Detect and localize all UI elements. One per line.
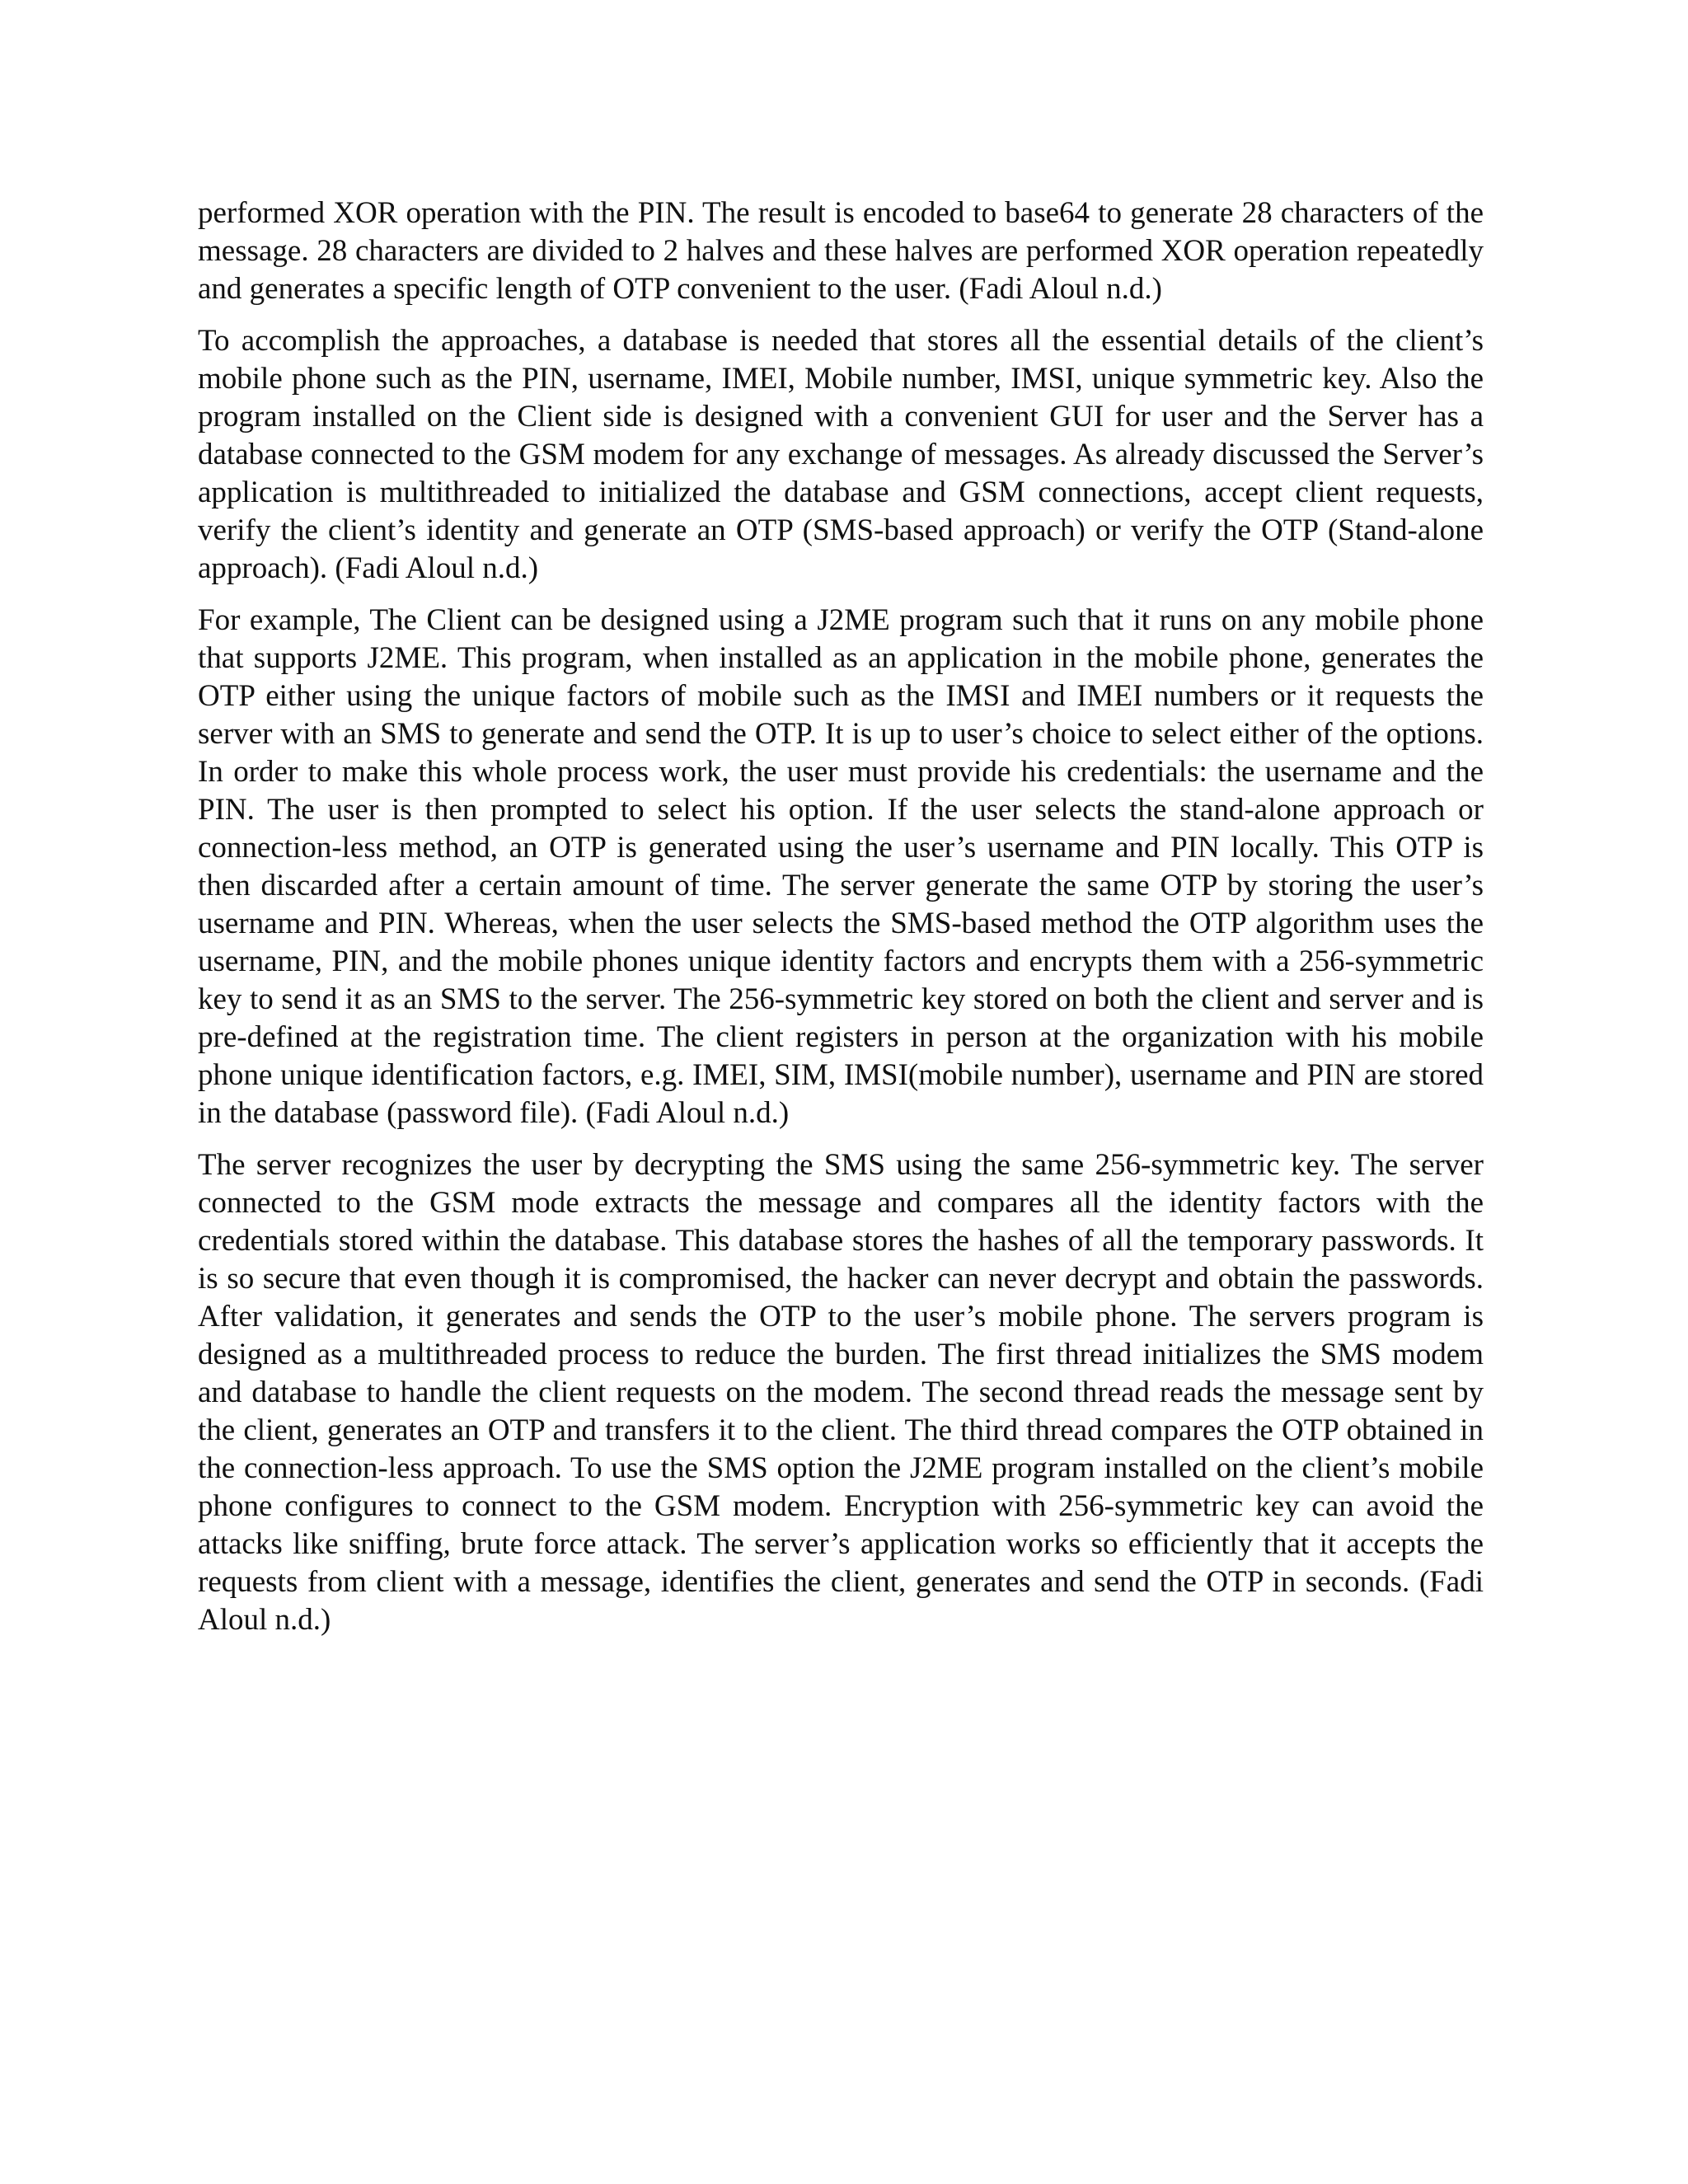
paragraph-server-recognition: The server recognizes the user by decrypting the SMS using the same 256-symmetric key. The server connected to the GSM mode extracts the message and compares all the identity factors with the credentials stored within the database. This database stores the hashes of all the temporary passwords. It is so secure that even though it is compromised, the hacker can never decrypt and obtain the passwords. After validation, it generates and sends the OTP to the user’s mobile phone. The servers program is designed as a multithreaded process to reduce the burden. The first thread initializes the SMS modem and database to handle the client requests on the modem. The second thread reads the message sent by the client, generates an OTP and transfers it to the client. The third thread compares the OTP obtained in the connection-less approach. To use the SMS option the J2ME program installed on the client’s mobile phone configures to connect to the GSM modem. Encryption with 256-symmetric key can avoid the attacks like sniffing, brute force attack. The server’s application works so efficiently that it accepts the requests from client with a message, identifies the client, generates and send the OTP in seconds. (Fadi Aloul n.d.) bbox=[198, 1148, 1484, 1637]
paragraph-xor-encoding: performed XOR operation with the PIN. The result is encoded to base64 to generate 28 characters of the message. 28 characters are divided to 2 halves and these halves are performed XOR operation repeatedly and generates a specific length of OTP convenient to the user. (Fadi Aloul n.d.) bbox=[198, 196, 1484, 306]
paragraph-database-approach: To accomplish the approaches, a database is needed that stores all the essential details of the client’s mobile phone such as the PIN, username, IMEI, Mobile number, IMSI, unique symmetric key. Also the program installed on the Client side is designed with a convenient GUI for user and the Server has a database connected to the GSM modem for any exchange of messages. As already discussed the Server’s application is multithreaded to initialized the database and GSM connections, accept client requests, verify the client’s identity and generate an OTP (SMS-based approach) or verify the OTP (Stand-alone approach). (Fadi Aloul n.d.) bbox=[198, 324, 1484, 585]
document-body bbox=[198, 194, 1484, 1653]
paragraph-client-example: For example, The Client can be designed using a J2ME program such that it runs on any mobile phone that supports J2ME. This program, when installed as an application in the mobile phone, generates the OTP either using the unique factors of mobile such as the IMSI and IMEI numbers or it requests the server with an SMS to generate and send the OTP. It is up to user’s choice to select either of the options. In order to make this whole process work, the user must provide his credentials: the username and the PIN. The user is then prompted to select his option. If the user selects the stand-alone approach or connection-less method, an OTP is generated using the user’s username and PIN locally. This OTP is then discarded after a certain amount of time. The server generate the same OTP by storing the user’s username and PIN. Whereas, when the user selects the SMS-based method the OTP algorithm uses the username, PIN, and the mobile phones unique identity factors and encrypts them with a 256-symmetric key to send it as an SMS to the server. The 256-symmetric key stored on both the client and server and is pre-defined at the registration time. The client registers in person at the organization with his mobile phone unique identification factors, e.g. IMEI, SIM, IMSI(mobile number), username and PIN are stored in the database (password file). (Fadi Aloul n.d.) bbox=[198, 603, 1484, 1130]
